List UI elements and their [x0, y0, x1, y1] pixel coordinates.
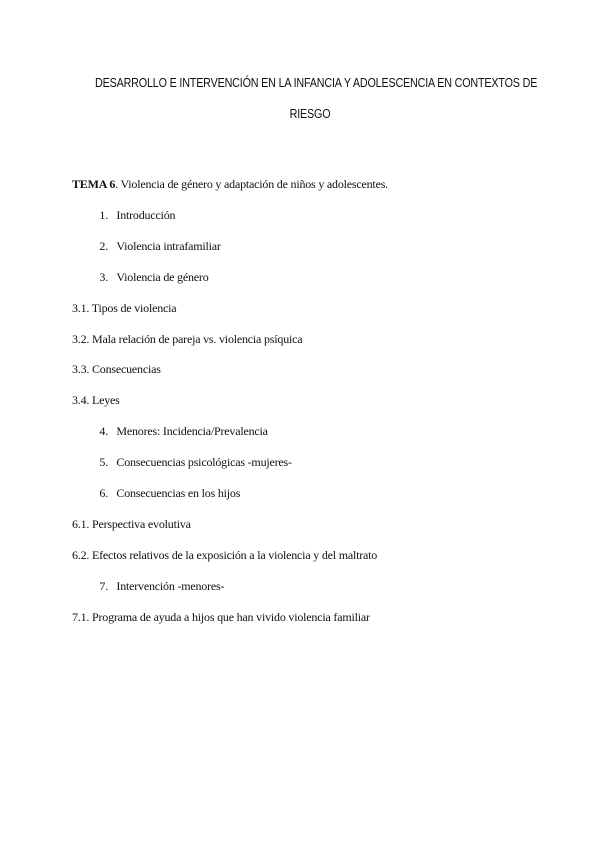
- outline-subitem-6-1: 6.1. Perspectiva evolutiva: [72, 517, 191, 531]
- topic-heading: [72, 177, 388, 192]
- outline-item-number: 4.: [99, 424, 108, 438]
- outline-item-text: Violencia intrafamiliar: [116, 239, 221, 253]
- outline-item-text: Introducción: [116, 208, 176, 222]
- outline-subitem-3-1: 3.1. Tipos de violencia: [72, 301, 177, 315]
- outline-item-2: [91, 239, 221, 254]
- outline-item-number: 2.: [99, 239, 108, 253]
- outline-item-6: [91, 486, 240, 501]
- outline-item-text: Menores: Incidencia/Prevalencia: [116, 424, 268, 438]
- outline-item-number: 1.: [99, 208, 108, 222]
- outline-item-text: Violencia de género: [116, 270, 209, 284]
- document-title-line-2: RIESGO: [289, 107, 331, 121]
- outline-subitem-3-2: 3.2. Mala relación de pareja vs. violencia psíquica: [72, 332, 303, 346]
- outline-item-3: [91, 270, 209, 285]
- outline-item-number: 6.: [99, 486, 108, 500]
- outline-subitem-7-1: 7.1. Programa de ayuda a hijos que han vivido violencia familiar: [72, 610, 370, 624]
- topic-label: TEMA 6: [72, 177, 116, 191]
- outline-subitem-6-2: 6.2. Efectos relativos de la exposición a la violencia y del maltrato: [72, 548, 378, 562]
- outline-item-7: [91, 579, 224, 594]
- outline-item-5: [91, 455, 292, 470]
- outline-item-number: 7.: [99, 579, 108, 593]
- outline-item-number: 5.: [99, 455, 108, 469]
- topic-text: . Violencia de género y adaptación de niños y adolescentes.: [115, 177, 388, 191]
- document-title-line-1: DESARROLLO E INTERVENCIÓN EN LA INFANCIA Y ADOLESCENCIA EN CONTEXTOS DE: [95, 76, 538, 90]
- outline-subitem-3-4: 3.4. Leyes: [72, 393, 120, 407]
- outline-item-1: [91, 208, 175, 223]
- outline-item-4: [91, 424, 268, 439]
- outline-item-text: Intervención -menores-: [116, 579, 225, 593]
- outline-item-text: Consecuencias en los hijos: [116, 486, 241, 500]
- outline-item-text: Consecuencias psicológicas -mujeres-: [116, 455, 292, 469]
- outline-subitem-3-3: 3.3. Consecuencias: [72, 362, 161, 376]
- outline-item-number: 3.: [99, 270, 108, 284]
